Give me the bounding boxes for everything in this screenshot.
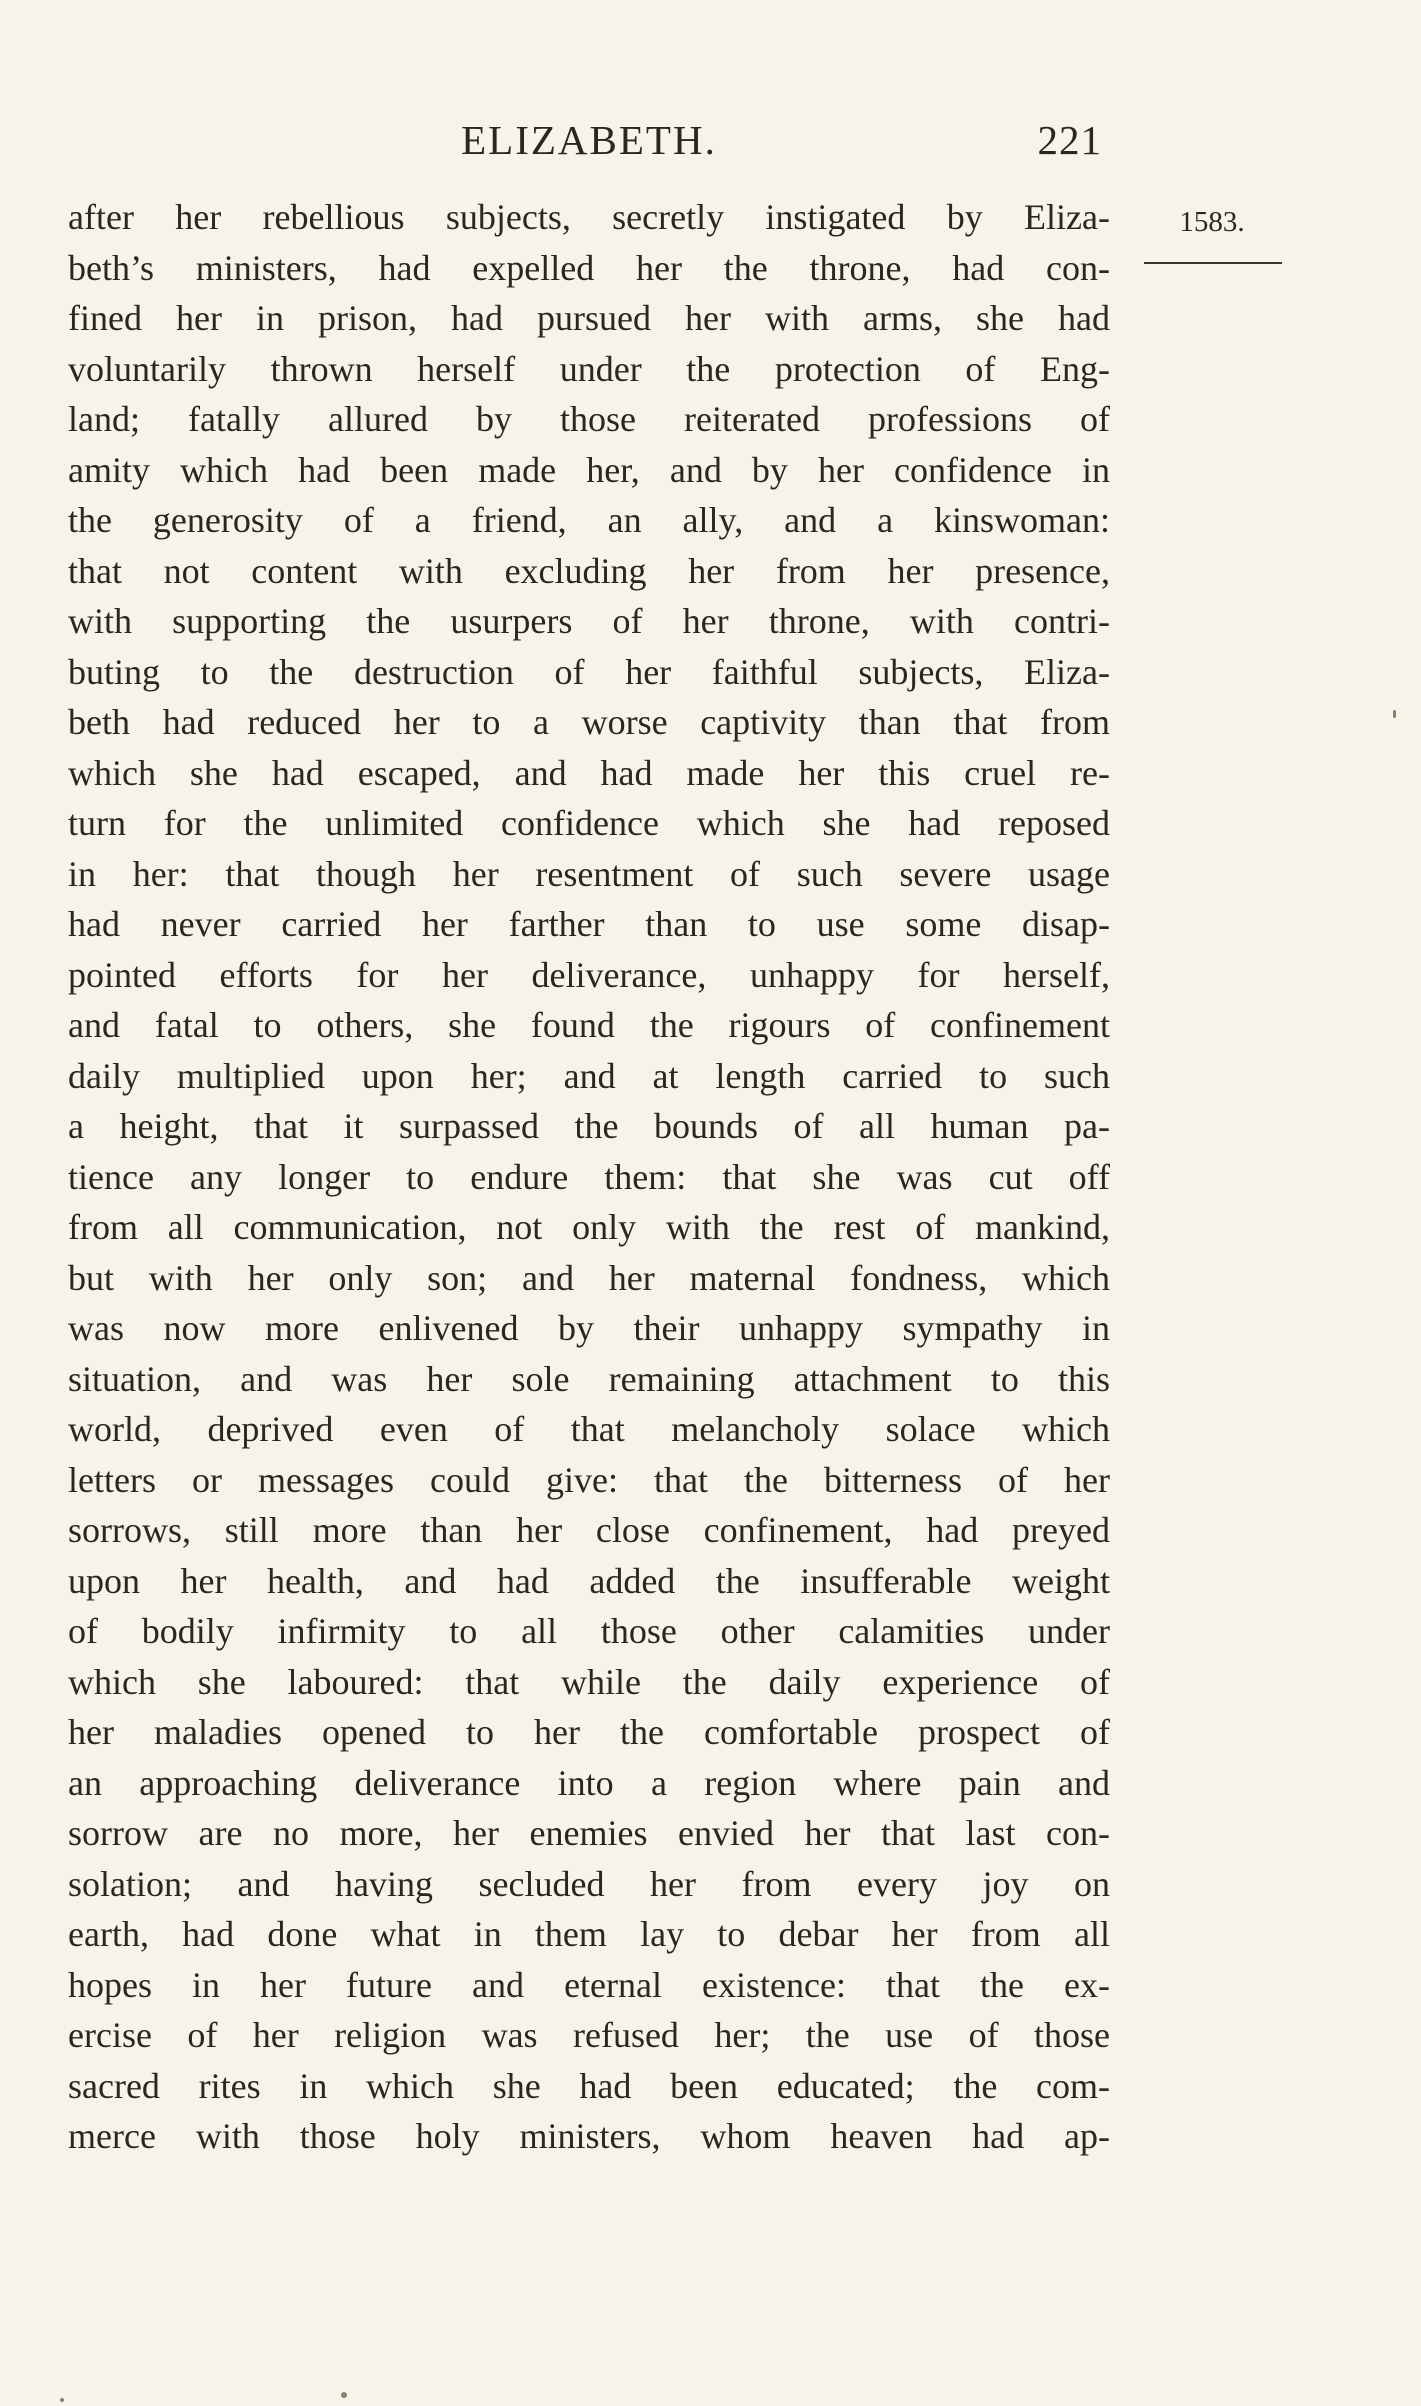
text-line: with supporting the usurpers of her throne, with contri- <box>68 601 1110 641</box>
running-title: ELIZABETH. <box>461 117 717 163</box>
page-number: 221 <box>1037 117 1102 163</box>
text-line: letters or messages could give: that the bitterness of her <box>68 1459 1110 1500</box>
text-line: had never carried her farther than to use some disap- <box>68 904 1110 944</box>
text-line: beth’s ministers, had expelled her the throne, had con- <box>68 247 1110 288</box>
text-line: sacred rites in which she had been educated; the com- <box>68 2065 1110 2106</box>
text-line: world, deprived even of that melancholy solace which <box>68 1409 1110 1449</box>
body-text <box>68 192 1110 2162</box>
text-line: buting to the destruction of her faithful subjects, Eliza- <box>68 651 1110 692</box>
text-line: turn for the unlimited confidence which she had reposed <box>68 803 1110 843</box>
text-line: land; fatally allured by those reiterated professions of <box>68 399 1110 439</box>
text-line: and fatal to others, she found the rigours of confinement <box>68 1005 1110 1045</box>
text-line: was now more enlivened by their unhappy sympathy in <box>68 1308 1110 1348</box>
text-line: tience any longer to endure them: that she was cut off <box>68 1156 1110 1197</box>
text-line: an approaching deliverance into a region where pain and <box>68 1762 1110 1803</box>
text-line: fined her in prison, had pursued her with arms, she had <box>68 298 1110 338</box>
text-line: upon her health, and had added the insufferable weight <box>68 1560 1110 1601</box>
text-line: from all communication, not only with the rest of mankind, <box>68 1207 1110 1247</box>
paper-speck <box>1393 710 1396 718</box>
text-line: voluntarily thrown herself under the protection of Eng- <box>68 348 1110 389</box>
margin-year: 1583. <box>1179 206 1245 238</box>
text-line: her maladies opened to her the comfortable prospect of <box>68 1712 1110 1752</box>
text-line: but with her only son; and her maternal fondness, which <box>68 1257 1110 1298</box>
text-line: which she laboured: that while the daily experience of <box>68 1661 1110 1702</box>
text-line: in her: that though her resentment of such severe usage <box>68 853 1110 894</box>
text-line: of bodily infirmity to all those other calamities under <box>68 1611 1110 1651</box>
text-line: which she had escaped, and had made her this cruel re- <box>68 752 1110 793</box>
text-line: amity which had been made her, and by her confidence in <box>68 449 1110 490</box>
text-line: sorrow are no more, her enemies envied her that last con- <box>68 1813 1110 1853</box>
paper-speck <box>60 2398 64 2402</box>
text-line: that not content with excluding her from her presence, <box>68 550 1110 591</box>
text-line: sorrows, still more than her close confinement, had preyed <box>68 1510 1110 1550</box>
running-head <box>68 112 1110 168</box>
text-line: daily multiplied upon her; and at length carried to such <box>68 1055 1110 1096</box>
text-line: after her rebellious subjects, secretly instigated by Eliza- <box>68 197 1110 237</box>
text-line: a height, that it surpassed the bounds of all human pa- <box>68 1106 1110 1146</box>
text-line: merce with those holy ministers, whom heaven had ap- <box>68 2116 1110 2156</box>
paper-speck <box>341 2392 347 2398</box>
text-line: the generosity of a friend, an ally, and a kinswoman: <box>68 500 1110 540</box>
text-line: beth had reduced her to a worse captivity than that from <box>68 702 1110 742</box>
text-line: pointed efforts for her deliverance, unhappy for herself, <box>68 954 1110 995</box>
text-line: earth, had done what in them lay to debar her from all <box>68 1914 1110 1954</box>
text-line: situation, and was her sole remaining attachment to this <box>68 1358 1110 1399</box>
margin-rule <box>1144 262 1282 264</box>
text-line: solation; and having secluded her from every joy on <box>68 1863 1110 1904</box>
text-line: ercise of her religion was refused her; the use of those <box>68 2015 1110 2055</box>
text-line: hopes in her future and eternal existence: that the ex- <box>68 1964 1110 2005</box>
